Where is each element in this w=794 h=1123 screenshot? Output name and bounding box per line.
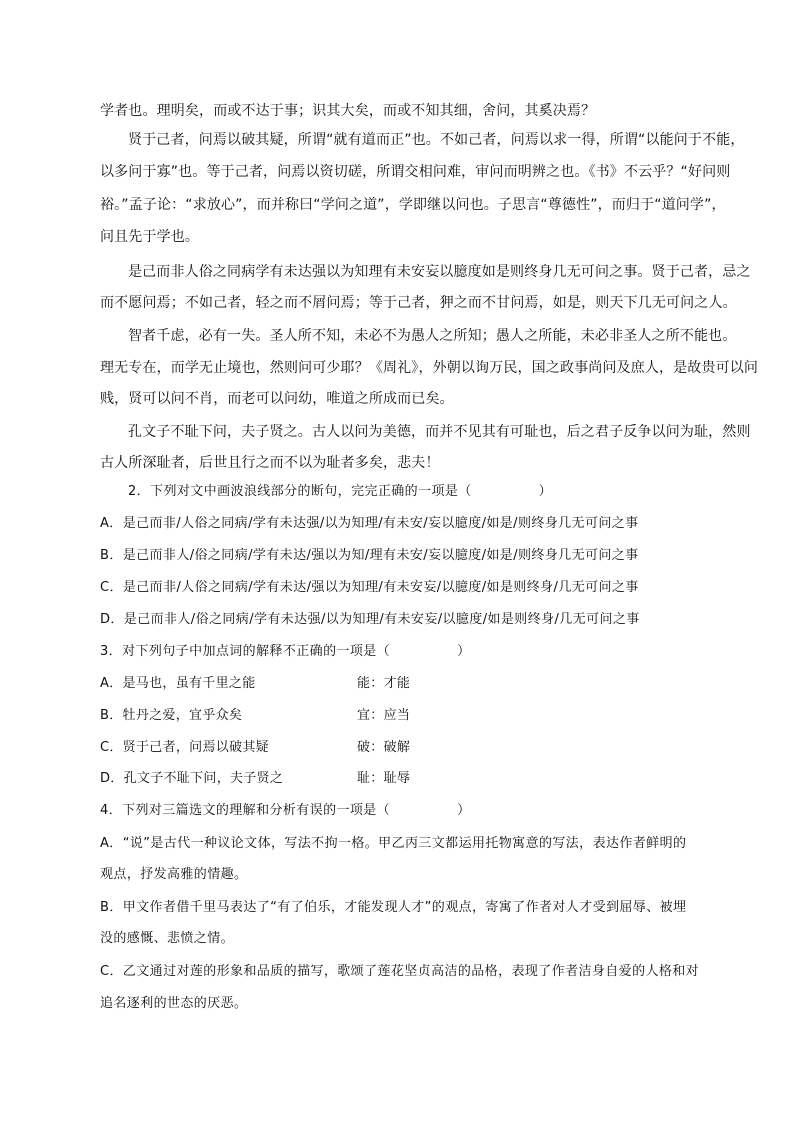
question-3-option-c-gloss: 破：破解 — [357, 740, 411, 755]
passage-line: 是己而非人俗之同病学有未达强以为知理有未安妄以臆度如是则终身几无可问之事。贤于己者，忌之 — [128, 264, 751, 280]
question-4-option-a-cont: 观点，抒发高雅的情趣。 — [100, 867, 248, 882]
question-3-option-d-gloss: 耻：耻辱 — [357, 771, 411, 786]
question-4-option-c-cont: 追名逐利的世态的厌恶。 — [100, 996, 248, 1011]
passage-line: 理无专在，而学无止境也，然则问可少耶？《周礼》，外朝以询万民，国之政事尚问及庶人，是故贵可以问 — [100, 360, 759, 376]
question-4-stem: 4．下列对三篇选文的理解和分析有误的一项是（ ） — [100, 803, 471, 818]
question-2-stem: 2．下列对文中画波浪线部分的断句，完完正确的一项是（ ） — [128, 484, 553, 499]
question-2-option-b: B．是己而非人/俗之同病/学有未达/强以为知/理有未安/妄以臆度/如是/则终身几无可问之事 — [100, 548, 639, 563]
passage-line: 智者千虑，必有一失。圣人所不知，未必不为愚人之所知；愚人之所能，未必非圣人之所不能也。 — [128, 328, 737, 344]
passage-line: 古人所深耻者，后世且行之而不以为耻者多矣，悲夫！ — [100, 455, 440, 471]
passage-line: 而不愿问焉；不如己者，轻之而不屑问焉；等于己者，狎之而不甘问焉，如是，则天下几无可问之人。 — [100, 295, 737, 311]
question-4-option-a: A．“说”是古代一种议论文体，写法不拘一格。甲乙丙三文都运用托物寓意的写法，表达作者鲜明的 — [100, 836, 687, 851]
passage-line: 贤于己者，问焉以破其疑，所谓“就有道而正”也。不如己者，问焉以求一得，所谓“以能问于不能， — [128, 132, 745, 148]
passage-line: 裕。”孟子论：“求放心”，而并称曰“学问之道”，学即继以问也。子思言“尊德性”，而归于“道问学”， — [100, 197, 726, 213]
question-4-option-c: C．乙文通过对莲的形象和品质的描写，歌颂了莲花坚贞高洁的品格，表现了作者洁身自爱的人格和对 — [100, 964, 700, 979]
passage-line: 问且先于学也。 — [100, 229, 200, 245]
question-2-option-c: C．是己而非/人俗之同病/学有未达/强以为知理/有未安妄/以臆度/如是则终身/几无可问之事 — [100, 580, 639, 595]
question-2-option-d: D．是己而非人/俗之同病/学有未达强/以为知理/有未安妄/以臆度/如是则终身/几无可问之事 — [100, 612, 640, 627]
question-3-option-a-gloss: 能：才能 — [357, 676, 411, 691]
question-3-option-d: D．孔文子不耻下问，夫子贤之 — [100, 771, 284, 786]
passage-line: 孔文子不耻下问，夫子贤之。古人以问为美德，而并不见其有可耻也，后之君子反争以问为耻，然则 — [128, 424, 751, 440]
passage-line: 学者也。理明矣，而或不达于事；识其大矣，而或不知其细，舍问，其奚决焉？ — [100, 103, 596, 119]
passage-line: 以多问于寡”也。等于己者，问焉以资切磋，所谓交相问难，审问而明辨之也。《书》不云乎？“好问则 — [100, 164, 731, 180]
question-4-option-b: B．甲文作者借千里马表达了“有了伯乐，才能发现人才”的观点，寄寓了作者对人才受到屈辱、被埋 — [100, 900, 687, 915]
question-3-option-a: A．是马也，虽有千里之能 — [100, 676, 256, 691]
question-3-option-b: B．牡丹之爱，宜乎众矣 — [100, 708, 243, 723]
question-3-stem: 3．对下列句子中加点词的解释不正确的一项是（ ） — [100, 644, 471, 659]
passage-line: 贱，贤可以问不肖，而老可以问幼，唯道之所成而已矣。 — [100, 391, 454, 407]
question-3-option-b-gloss: 宜：应当 — [357, 708, 411, 723]
question-2-option-a: A．是己而非/人俗之同病/学有未达强/以为知理/有未安/妄以臆度/如是/则终身几无可问之事 — [100, 516, 639, 531]
question-3-option-c: C．贤于己者，问焉以破其疑 — [100, 740, 269, 755]
question-4-option-b-cont: 没的感慨、悲愤之情。 — [100, 931, 235, 946]
